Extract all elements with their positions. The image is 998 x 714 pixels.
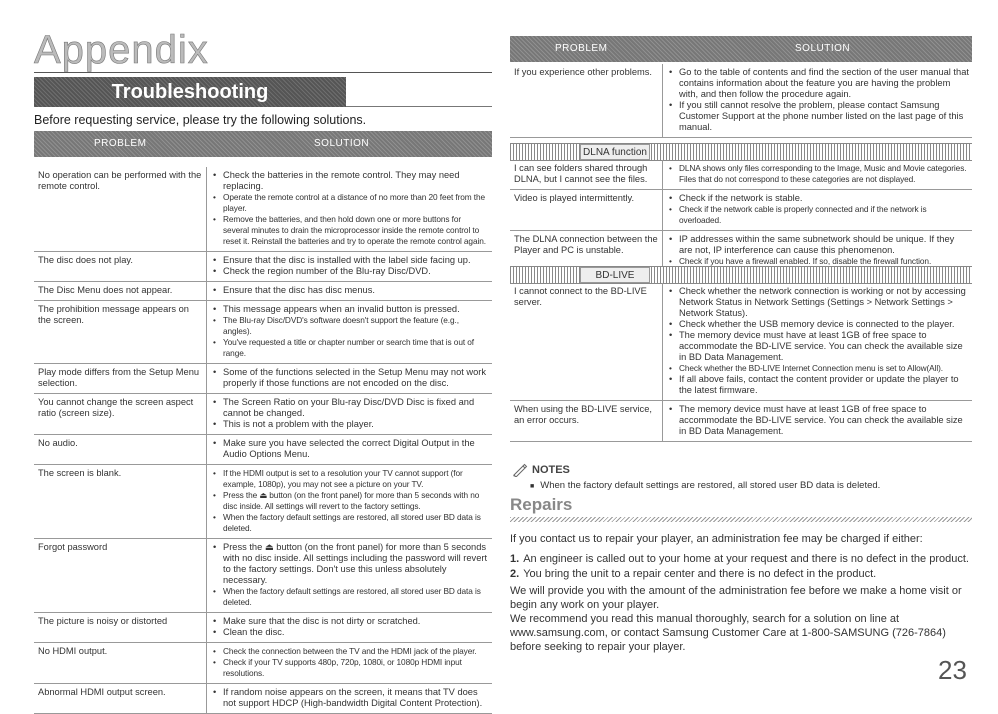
problem-cell: The prohibition message appears on the screen. — [34, 301, 207, 364]
repairs-item-1 — [510, 552, 972, 566]
solution-item: • This is not a problem with the player. — [211, 419, 489, 430]
solution-item: • If all above fails, contact the content provider or update the player to the latest firmware. — [667, 374, 969, 396]
repairs-item-text: An engineer is called out to your home at your request and there is no defect in the product. — [523, 553, 969, 565]
solution-header: SOLUTION — [795, 43, 851, 54]
solution-item: • Go to the table of contents and find the section of the user manual that contains information about the feature you are having the problem with, and then follow the procedure again. — [667, 67, 969, 100]
problem-cell: The Disc Menu does not appear. — [34, 282, 207, 301]
solution-item: • This message appears when an invalid button is pressed. — [211, 304, 489, 315]
dlna-section-header — [510, 143, 972, 161]
solution-item: • IP addresses within the same subnetwork should be unique. If they are not, IP interference can cause this phenomenon. — [667, 234, 969, 256]
table-row — [510, 64, 972, 138]
solution-item: • Check whether the BD-LIVE Internet Connection menu is set to Allow(All). — [667, 363, 969, 374]
solution-item: • Check if your TV supports 480p, 720p, 1080i, or 1080p HDMI input resolutions. — [211, 657, 489, 679]
intro-text: Before requesting service, please try the following solutions. — [34, 113, 367, 127]
solution-item: • When the factory default settings are restored, all stored user BD data is deleted. — [211, 512, 489, 534]
solution-cell — [207, 465, 493, 539]
table-row — [34, 252, 492, 282]
solution-cell — [207, 394, 493, 435]
right-troubleshooting-table — [510, 64, 972, 138]
section-banner: Troubleshooting — [34, 77, 346, 107]
problem-cell: No audio. — [34, 435, 207, 465]
page-number: 23 — [938, 655, 967, 685]
solution-item: • Check if you have a firewall enabled. If so, disable the firewall function. — [667, 256, 969, 267]
solution-item: • The Blu-ray Disc/DVD's software doesn't support the feature (e.g., angles). — [211, 315, 489, 337]
square-bullet-icon: ■ — [530, 483, 535, 490]
solution-item: • Press the ⏏ button (on the front panel) for more than 5 seconds with no disc inside. All settings including the password will revert to the factory settings. Don't use this unless absolutely necessary. — [211, 542, 489, 586]
solution-cell — [663, 283, 973, 401]
bdlive-section-header — [510, 266, 972, 284]
solution-item: • The memory device must have at least 1GB of free space to accommodate the BD-LIVE service. You can check the available size in BD Data Management. — [667, 330, 969, 363]
solution-item: • Ensure that the disc is installed with the label side facing up. — [211, 255, 489, 266]
solution-item: • If random noise appears on the screen, it means that TV does not support HDCP (High-bandwidth Digital Content Protection). — [211, 687, 489, 709]
solution-cell — [207, 252, 493, 282]
solution-item: • Check whether the network connection is working or not by accessing Network Status in Network Settings (Settings > Network Settings > Network Status). — [667, 286, 969, 319]
notes-text: When the factory default settings are restored, all stored user BD data is deleted. — [540, 480, 881, 491]
table-row — [34, 613, 492, 643]
notes-item — [530, 480, 880, 491]
solution-item: • If you still cannot resolve the problem, please contact Samsung Customer Support at the phone number listed on the last page of this manual. — [667, 100, 969, 133]
solution-item: • Check the region number of the Blu-ray Disc/DVD. — [211, 266, 489, 277]
solution-cell — [207, 539, 493, 613]
problem-cell: Video is played intermittently. — [510, 190, 663, 231]
repairs-item-number: 2. — [510, 568, 520, 580]
problem-cell: I can see folders shared through DLNA, but I cannot see the files. — [510, 160, 663, 190]
problem-header: PROBLEM — [555, 43, 608, 54]
solution-cell — [207, 301, 493, 364]
repairs-item-text: You bring the unit to a repair center and there is no defect in the product. — [523, 568, 877, 580]
solution-item: • Ensure that the disc has disc menus. — [211, 285, 489, 296]
repairs-title: Repairs — [510, 495, 573, 514]
table-row — [34, 364, 492, 394]
title-divider — [34, 72, 492, 73]
table-row — [34, 282, 492, 301]
table-row — [510, 160, 972, 190]
solution-cell — [207, 613, 493, 643]
solution-item: • If the HDMI output is set to a resolution your TV cannot support (for example, 1080p), you may not see a picture on your TV. — [211, 468, 489, 490]
solution-header: SOLUTION — [314, 138, 370, 149]
solution-cell — [207, 364, 493, 394]
solution-cell — [207, 282, 493, 301]
solution-cell — [663, 401, 973, 442]
solution-item: • Check if the network cable is properly connected and if the network is overloaded. — [667, 204, 969, 226]
table-row — [510, 190, 972, 231]
solution-cell — [207, 684, 493, 714]
problem-cell: Forgot password — [34, 539, 207, 613]
solution-item: • Check the connection between the TV and the HDMI jack of the player. — [211, 646, 489, 657]
repairs-paragraph-1: We will provide you with the amount of the administration fee before we make a home visit or begin any work on your player. — [510, 585, 962, 611]
solution-cell — [207, 167, 493, 252]
table-row — [34, 684, 492, 714]
problem-cell: The DLNA connection between the Player and PC is unstable. — [510, 231, 663, 272]
notes-title: NOTES — [532, 464, 570, 476]
problem-cell: The disc does not play. — [34, 252, 207, 282]
problem-cell: When using the BD-LIVE service, an error occurs. — [510, 401, 663, 442]
solution-cell — [207, 643, 493, 684]
solution-item: • Check the batteries in the remote control. They may need replacing. — [211, 170, 489, 192]
solution-cell — [663, 160, 973, 190]
table-row — [34, 465, 492, 539]
problem-cell: You cannot change the screen aspect ratio (screen size). — [34, 394, 207, 435]
repairs-item-number: 1. — [510, 553, 520, 565]
problem-cell: Play mode differs from the Setup Menu selection. — [34, 364, 207, 394]
problem-cell: I cannot connect to the BD-LIVE server. — [510, 283, 663, 401]
solution-item: • The memory device must have at least 1GB of free space to accommodate the BD-LIVE service. You can check the available size in BD Data Management. — [667, 404, 969, 437]
bdlive-table — [510, 283, 972, 442]
repairs-intro: If you contact us to repair your player, an administration fee may be charged if either: — [510, 533, 923, 545]
solution-item: • The Screen Ratio on your Blu-ray Disc/DVD Disc is fixed and cannot be changed. — [211, 397, 489, 419]
solution-cell — [663, 64, 973, 138]
repairs-divider — [510, 517, 972, 522]
problem-cell: Abnormal HDMI output screen. — [34, 684, 207, 714]
table-row — [34, 167, 492, 252]
table-row — [34, 643, 492, 684]
problem-cell: No HDMI output. — [34, 643, 207, 684]
problem-header: PROBLEM — [94, 138, 147, 149]
solution-item: • Check whether the USB memory device is connected to the player. — [667, 319, 969, 330]
notes-pencil-icon — [512, 463, 528, 477]
solution-item: • Make sure that the disc is not dirty or scratched. — [211, 616, 489, 627]
left-troubleshooting-table — [34, 167, 492, 714]
left-table-header — [34, 131, 492, 157]
right-table-header — [510, 36, 972, 62]
table-row — [34, 301, 492, 364]
repairs-paragraph-2: We recommend you read this manual thoroughly, search for a solution on line at www.samsung.com, or contact Samsung Customer Care at 1-800-SAMSUNG (726-7864) before seeking to repair your player. — [510, 613, 946, 653]
solution-item: • Some of the functions selected in the Setup Menu may not work properly if those functions are not encoded on the disc. — [211, 367, 489, 389]
solution-cell — [663, 190, 973, 231]
solution-item: • Press the ⏏ button (on the front panel) for more than 5 seconds with no disc inside. All settings will revert to the factory settings. — [211, 490, 489, 512]
solution-item: • Operate the remote control at a distance of no more than 20 feet from the player. — [211, 192, 489, 214]
page-title: Appendix — [34, 28, 209, 72]
problem-cell: If you experience other problems. — [510, 64, 663, 138]
solution-item: • Remove the batteries, and then hold down one or more buttons for several minutes to drain the microprocessor inside the remote control to reset it. Reinstall the batteries and try to operate the remote control again. — [211, 214, 489, 247]
problem-cell: No operation can be performed with the remote control. — [34, 167, 207, 252]
solution-item: • You've requested a title or chapter number or search time that is out of range. — [211, 337, 489, 359]
problem-cell: The picture is noisy or distorted — [34, 613, 207, 643]
solution-item: • Check if the network is stable. — [667, 193, 969, 204]
table-row — [34, 435, 492, 465]
solution-cell — [207, 435, 493, 465]
solution-item: • When the factory default settings are restored, all stored user BD data is deleted. — [211, 586, 489, 608]
solution-item: • Make sure you have selected the correct Digital Output in the Audio Options Menu. — [211, 438, 489, 460]
solution-item: • DLNA shows only files corresponding to the Image, Music and Movie categories. Files that do not correspond to these categories are not displayed. — [667, 163, 969, 185]
table-row — [510, 283, 972, 401]
solution-item: • Clean the disc. — [211, 627, 489, 638]
bdlive-section-title: BD-LIVE — [580, 267, 650, 283]
dlna-table — [510, 160, 972, 272]
banner-divider — [346, 106, 492, 107]
dlna-section-title: DLNA function — [580, 144, 650, 160]
table-row — [34, 394, 492, 435]
table-row — [510, 401, 972, 442]
table-row — [34, 539, 492, 613]
problem-cell: The screen is blank. — [34, 465, 207, 539]
repairs-item-2 — [510, 567, 972, 581]
